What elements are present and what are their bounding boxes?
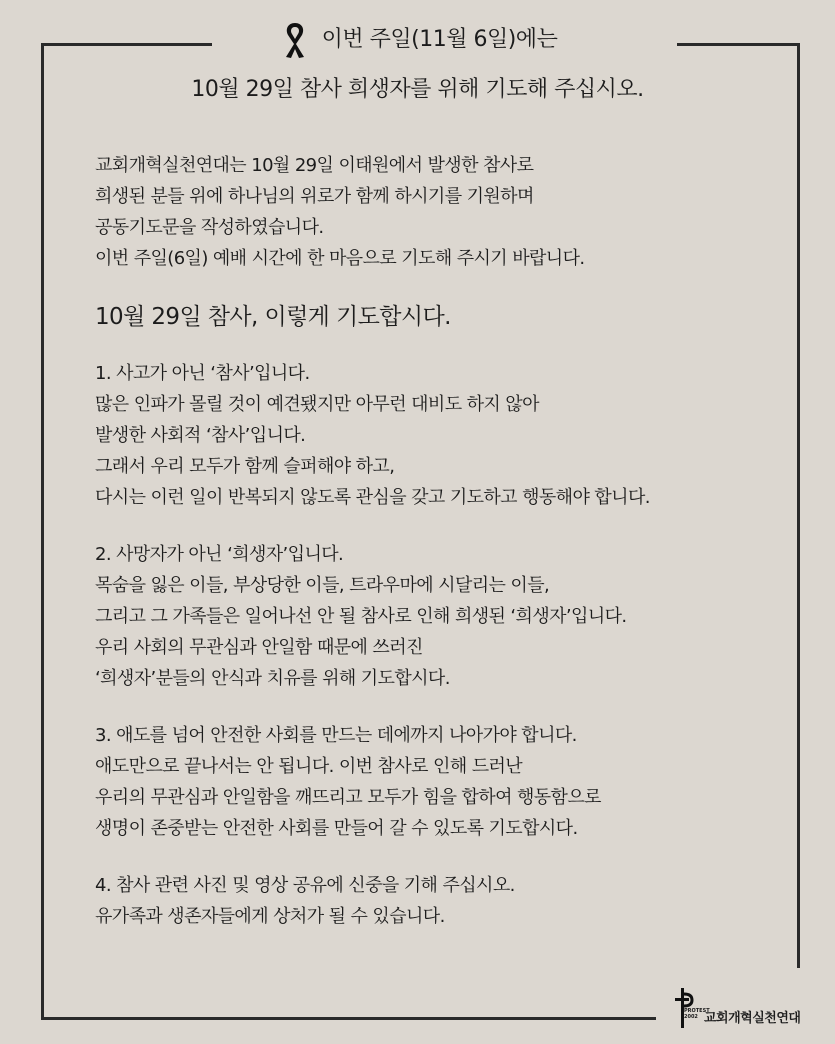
intro-line: 희생된 분들 위에 하나님의 위로가 함께 하시기를 기원하며 bbox=[95, 186, 534, 207]
logo-year: 2002 bbox=[684, 1014, 698, 1020]
logo-small-text bbox=[684, 1008, 710, 1020]
logo-protest: PROTEST bbox=[684, 1008, 710, 1014]
section-line: ‘희생자’분들의 안식과 치유를 위해 기도합시다. bbox=[95, 668, 450, 689]
section-line: 유가족과 생존자들에게 상처가 될 수 있습니다. bbox=[95, 906, 445, 927]
section-line: 4. 참사 관련 사진 및 영상 공유에 신중을 기해 주십시오. bbox=[95, 875, 515, 896]
section-line: 1. 사고가 아닌 ‘참사’입니다. bbox=[95, 363, 310, 384]
section-line: 다시는 이런 일이 반복되지 않도록 관심을 갖고 기도하고 행동해야 합니다. bbox=[95, 487, 650, 508]
section-line: 많은 인파가 몰릴 것이 예견됐지만 아무런 대비도 하지 않아 bbox=[95, 394, 539, 415]
intro-line: 공동기도문을 작성하였습니다. bbox=[95, 217, 324, 238]
section-line: 우리의 무관심과 안일함을 깨뜨리고 모두가 힘을 합하여 행동함으로 bbox=[95, 787, 601, 808]
organization-logo bbox=[672, 986, 800, 1030]
section-line: 목숨을 잃은 이들, 부상당한 이들, 트라우마에 시달리는 이들, bbox=[95, 575, 550, 596]
logo-name: 교회개혁실천연대 bbox=[704, 1011, 801, 1026]
section-line: 우리 사회의 무관심과 안일함 때문에 쓰러진 bbox=[95, 637, 423, 658]
prayer-subheading: 10월 29일 참사, 이렇게 기도합시다. bbox=[95, 304, 451, 330]
section-line: 애도만으로 끝나서는 안 됩니다. 이번 참사로 인해 드러난 bbox=[95, 756, 523, 777]
section-line: 2. 사망자가 아닌 ‘희생자’입니다. bbox=[95, 544, 344, 565]
section-3 bbox=[95, 720, 815, 844]
mourning-ribbon-icon bbox=[278, 20, 312, 60]
frame-left bbox=[41, 43, 44, 1020]
page-title bbox=[0, 20, 835, 108]
intro-paragraph bbox=[95, 150, 815, 274]
section-line: 3. 애도를 넘어 안전한 사회를 만드는 데에까지 나아가야 합니다. bbox=[95, 725, 577, 746]
intro-line: 교회개혁실천연대는 10월 29일 이태원에서 발생한 참사로 bbox=[95, 155, 534, 176]
title-line-1: 이번 주일(11월 6일)에는 bbox=[321, 27, 558, 52]
section-line: 생명이 존중받는 안전한 사회를 만들어 갈 수 있도록 기도합시다. bbox=[95, 818, 578, 839]
section-4 bbox=[95, 870, 815, 932]
section-line: 발생한 사회적 ‘참사’입니다. bbox=[95, 425, 306, 446]
section-line: 그리고 그 가족들은 일어나선 안 될 참사로 인해 희생된 ‘희생자’입니다. bbox=[95, 606, 627, 627]
prayer-content bbox=[95, 150, 815, 958]
frame-bottom bbox=[41, 1017, 656, 1020]
section-line: 그래서 우리 모두가 함께 슬퍼해야 하고, bbox=[95, 456, 395, 477]
intro-line: 이번 주일(6일) 예배 시간에 한 마음으로 기도해 주시기 바랍니다. bbox=[95, 248, 585, 269]
section-2 bbox=[95, 539, 815, 694]
title-line-2: 10월 29일 참사 희생자를 위해 기도해 주십시오. bbox=[191, 77, 644, 102]
section-1 bbox=[95, 358, 815, 513]
